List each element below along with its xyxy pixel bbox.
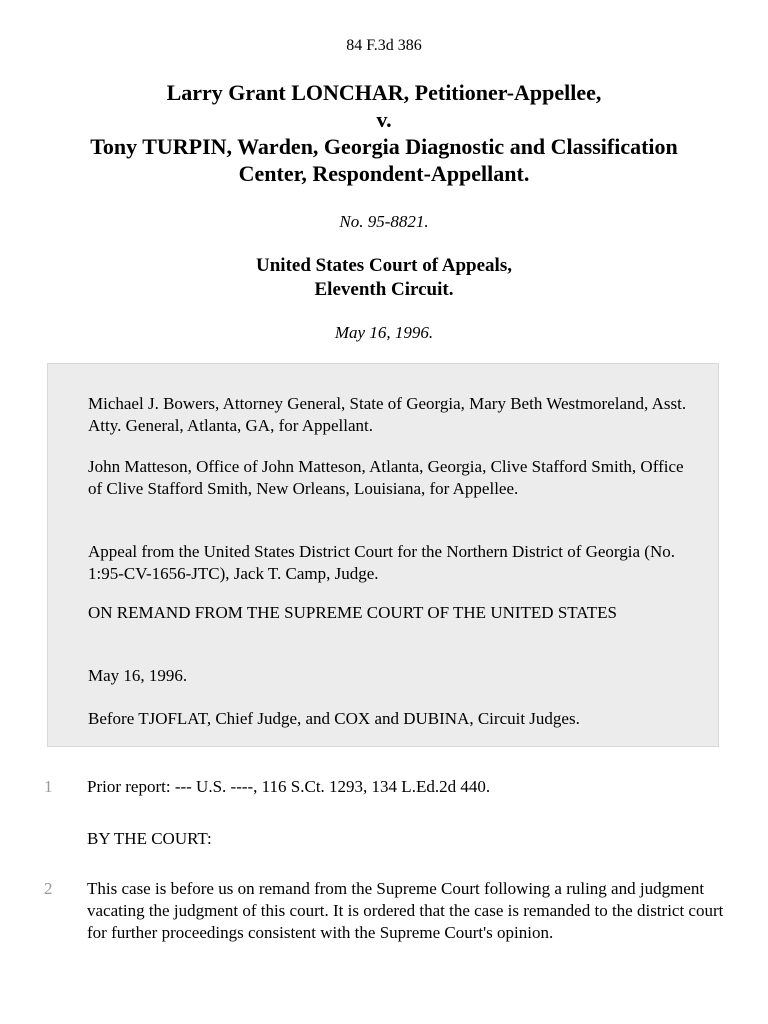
counsel-appellant: Michael J. Bowers, Attorney General, State of Georgia, Mary Beth Westmoreland, Asst. Atty. General, Atlanta, GA, for Appellant.	[88, 394, 687, 435]
caption-respondent: Tony TURPIN, Warden, Georgia Diagnostic and Classification	[90, 134, 678, 159]
caption-respondent-cont: Center, Respondent-Appellant.	[238, 161, 530, 186]
by-the-court: BY THE COURT:	[87, 829, 212, 848]
paragraph-text: This case is before us on remand from the Supreme Court following a ruling and judgment vacating the judgment of this court. It is ordered that the case is remanded to the district court for further proceedings consistent with the Supreme Court's opinion.	[87, 879, 724, 942]
case-caption	[20, 79, 748, 187]
appeal-from: Appeal from the United States District Court for the Northern District of Georgia (No. 1:95-CV-1656-JTC), Jack T. Camp, Judge.	[88, 542, 675, 583]
case-header-box	[47, 363, 719, 747]
header-date: May 16, 1996.	[88, 666, 188, 685]
reporter-citation: 84 F.3d 386	[346, 37, 422, 54]
court-name	[0, 254, 768, 302]
counsel-appellee: John Matteson, Office of John Matteson, Atlanta, Georgia, Clive Stafford Smith, Office of Clive Stafford Smith, New Orleans, Louisiana, for Appellee.	[88, 457, 684, 498]
caption-versus: v.	[376, 107, 392, 132]
remand-notice: ON REMAND FROM THE SUPREME COURT OF THE UNITED STATES	[88, 603, 617, 622]
docket-number: No. 95-8821.	[339, 212, 429, 231]
court-name-line2: Eleventh Circuit.	[314, 279, 454, 300]
court-name-line1: United States Court of Appeals,	[256, 255, 512, 276]
caption-petitioner: Larry Grant LONCHAR, Petitioner-Appellee,	[166, 80, 602, 105]
decision-date: May 16, 1996.	[334, 323, 434, 342]
paragraph-number: 2	[44, 879, 53, 898]
paragraph-text: Prior report: --- U.S. ----, 116 S.Ct. 1293, 134 L.Ed.2d 440.	[87, 777, 491, 796]
paragraph-number: 1	[44, 777, 53, 796]
panel-judges: Before TJOFLAT, Chief Judge, and COX and DUBINA, Circuit Judges.	[88, 709, 580, 728]
